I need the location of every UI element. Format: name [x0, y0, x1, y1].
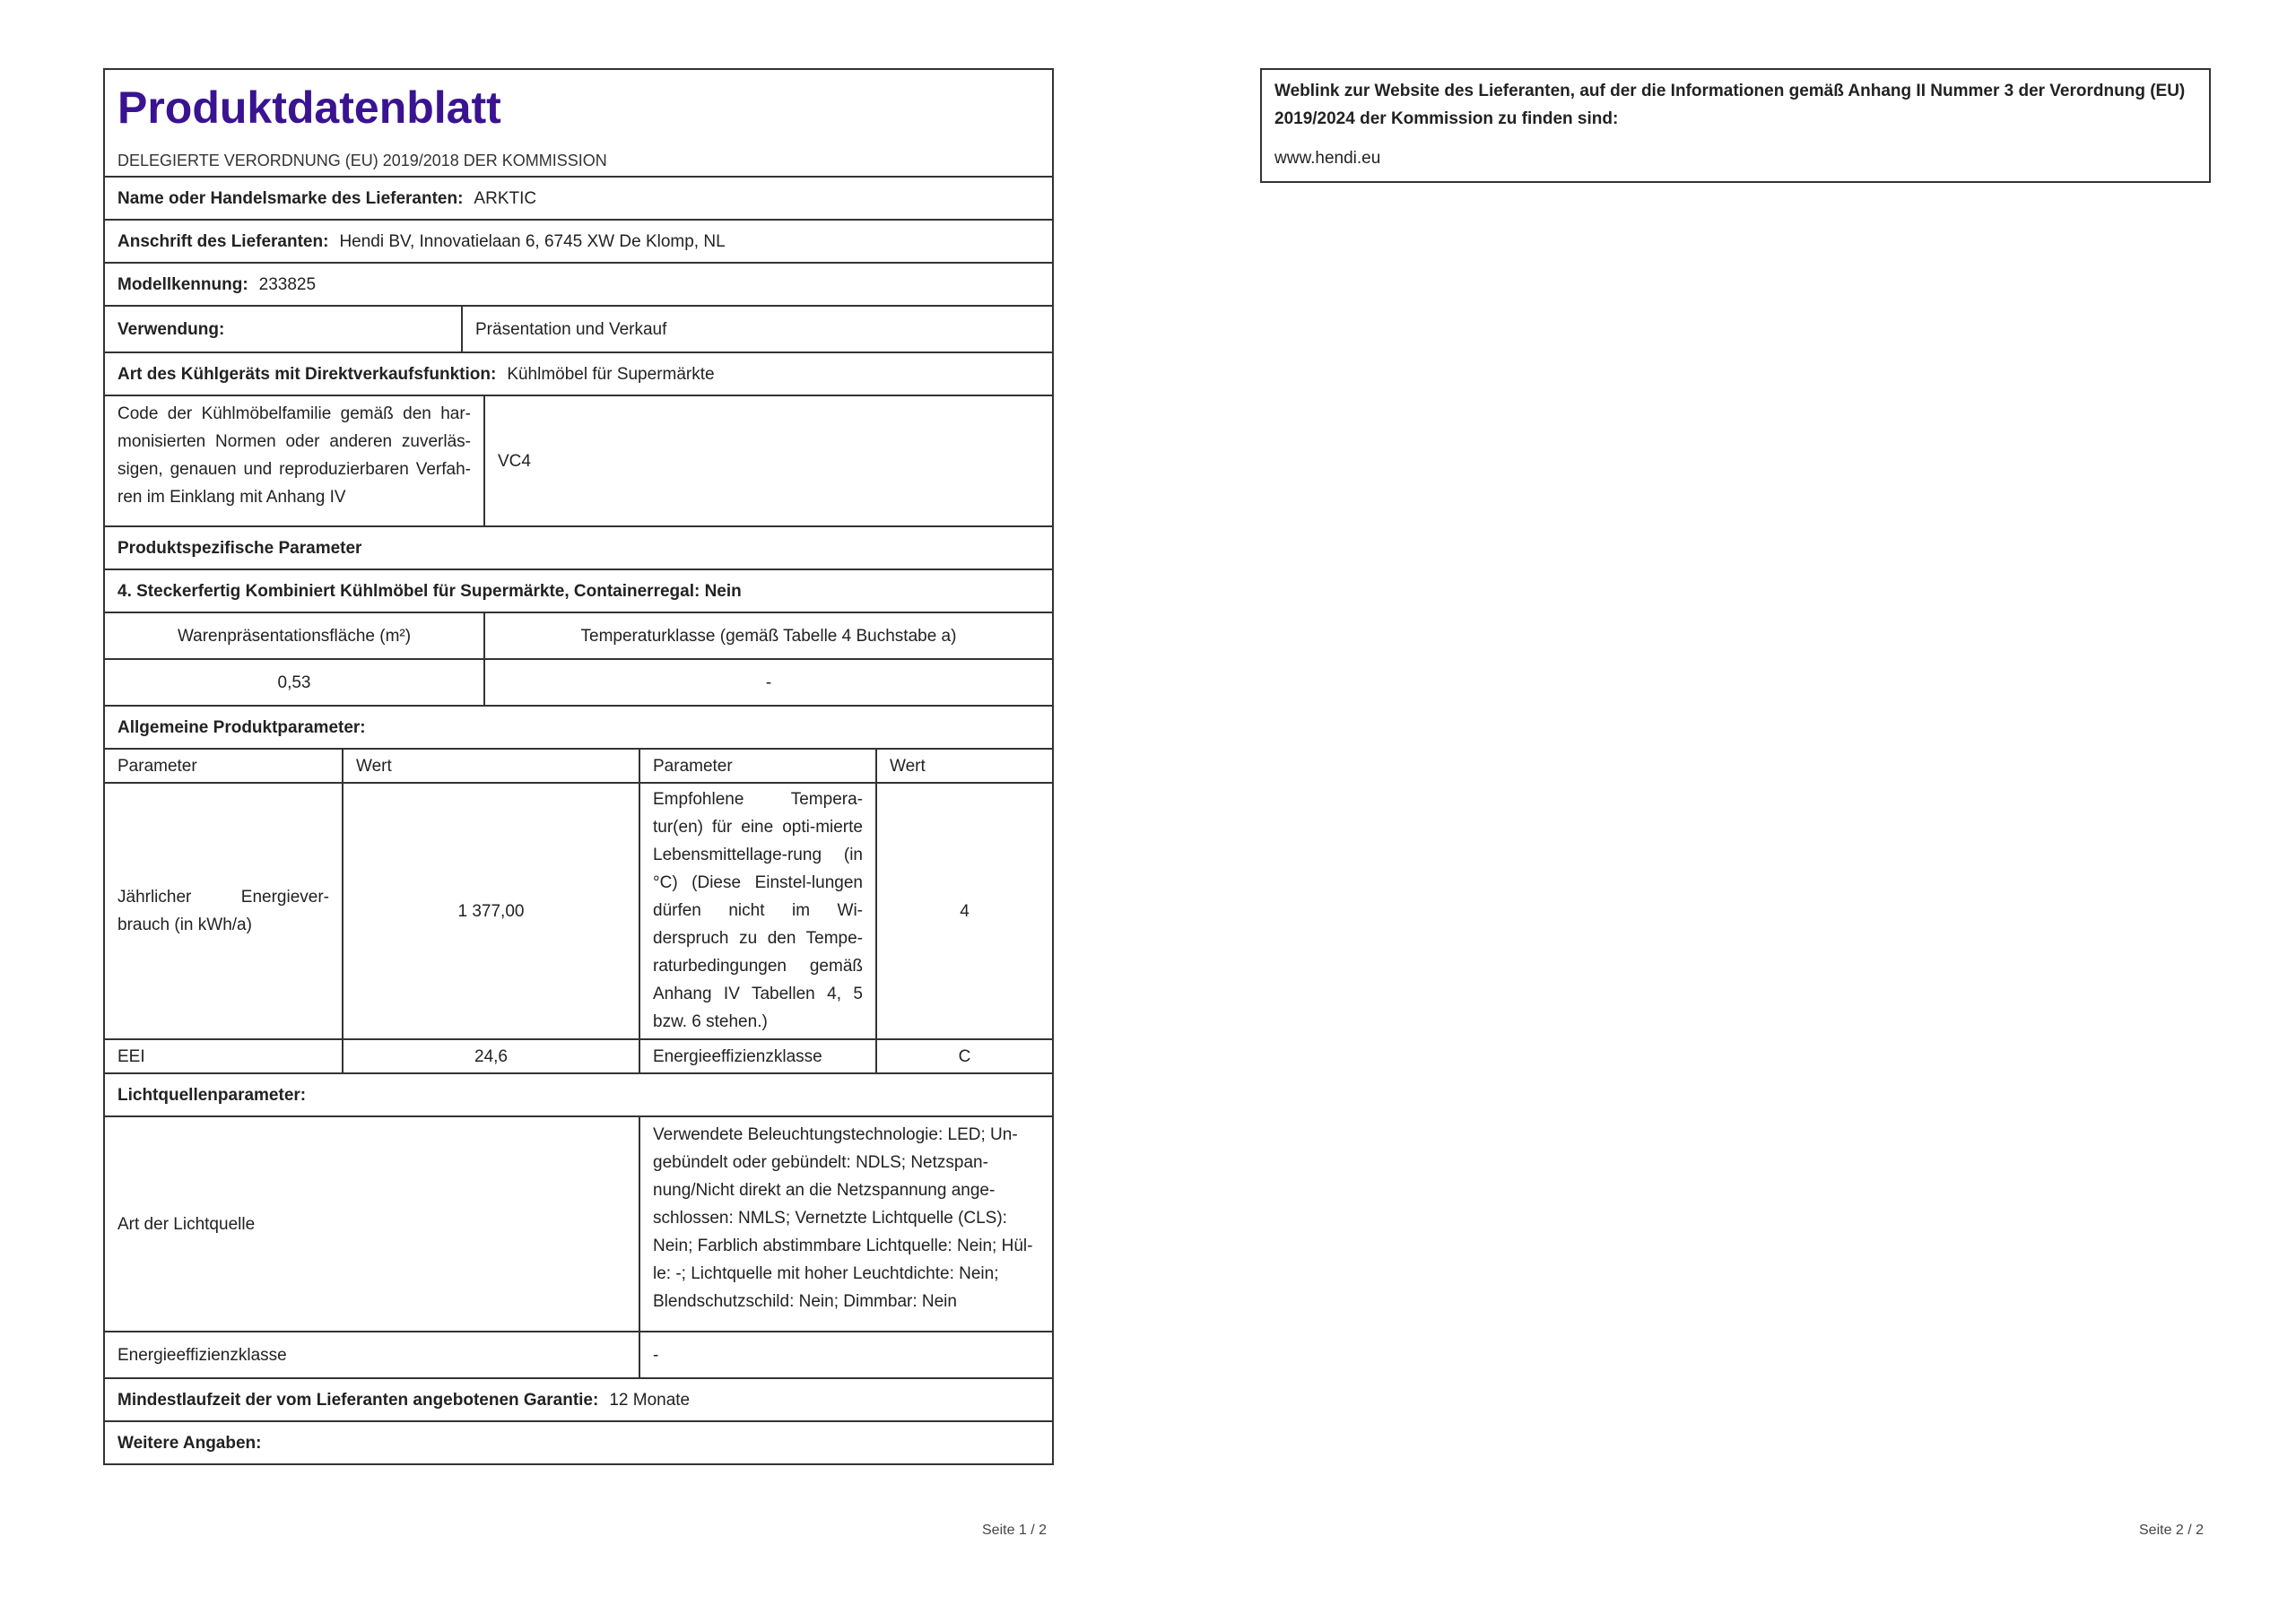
general-params-row-eei — [105, 1038, 1052, 1072]
device-type-label: Art des Kühlgeräts mit Direktverkaufsfunktion: — [117, 364, 497, 384]
specific-params-category: 4. Steckerfertig Kombiniert Kühlmöbel für Supermärkte, Containerregal: Nein — [105, 568, 1052, 612]
specific-params-heading: Produktspezifische Parameter — [105, 525, 1052, 568]
param-header-1: Parameter — [117, 756, 197, 776]
supplier-address-row — [105, 219, 1052, 262]
warranty-label: Mindestlaufzeit der vom Lieferanten angebotenen Garantie: — [117, 1390, 599, 1410]
light-source-type-label: Art der Lichtquelle — [117, 1214, 256, 1234]
further-info-row: Weitere Angaben: — [105, 1420, 1052, 1463]
supplier-address-label: Anschrift des Lieferanten: — [117, 231, 329, 251]
light-params-heading: Lichtquellenparameter: — [105, 1072, 1052, 1115]
page-number-1: Seite 1 / 2 — [982, 1523, 1048, 1538]
general-params-row-energy — [105, 782, 1052, 1038]
annual-energy-value: 1 377,00 — [342, 784, 639, 1038]
param-header-2: Parameter — [639, 750, 875, 782]
value-header-1: Wert — [342, 750, 639, 782]
value-header-2: Wert — [875, 750, 1052, 782]
supplier-name-label: Name oder Handelsmarke des Lieferanten: — [117, 188, 464, 208]
device-type-row — [105, 352, 1052, 395]
temperature-class-header: Temperaturklasse (gemäß Tabelle 4 Buchstabe a) — [483, 613, 1052, 658]
supplier-name-row — [105, 176, 1052, 219]
recommended-temperature-value: 4 — [875, 784, 1052, 1038]
warranty-value: 12 Monate — [609, 1390, 691, 1410]
specific-params-value-row — [105, 658, 1052, 705]
regulation-subtitle: DELEGIERTE VERORDNUNG (EU) 2019/2018 DER KOMMISSION — [117, 152, 607, 169]
supplier-name-value: ARKTIC — [474, 188, 537, 208]
model-row — [105, 262, 1052, 305]
model-value: 233825 — [258, 274, 317, 294]
light-source-type-value: Verwendete Beleuchtungstechnologie: LED; Un-gebündelt oder gebündelt: NDLS; Netzspan-nung/Nicht direkt an die Netzspannung ange-schlossen: NMLS; Vernetzte Lichtquelle (CLS): Nein; Farblich abstimmbare Lichtquelle: Nein; Hül-le: -; Lichtquelle mit hoher Leuchtdichte: Nein; Blendschutzschild: Nein; Dimmbar: Nein — [639, 1117, 1052, 1331]
energy-class-label: Energieeffizienzklasse — [639, 1040, 875, 1072]
weblink-description: Weblink zur Website des Lieferanten, auf der die Informationen gemäß Anhang II Nummer 3 der Verordnung (EU) 2019/2024 der Kommission zu finden sind: — [1274, 82, 2186, 128]
weblink-url[interactable]: www.hendi.eu — [1274, 149, 1381, 168]
display-area-header: Warenpräsentationsfläche (m²) — [177, 626, 412, 646]
light-source-class-value: - — [639, 1332, 1052, 1377]
device-type-value: Kühlmöbel für Supermärkte — [507, 364, 715, 384]
eei-value: 24,6 — [342, 1040, 639, 1072]
display-area-value: 0,53 — [277, 673, 311, 692]
family-code-label: Code der Kühlmöbelfamilie gemäß den har-monisierten Normen oder anderen zuverläs-sigen, genauen und reproduzierbaren Verfah-ren im Einklang mit Anhang IV — [117, 404, 471, 507]
recommended-temperature-label: Empfohlene Tempera-tur(en) für eine opti-mierte Lebensmittellage-rung (in °C) (Diese Einstel-lungen dürfen nicht im Wi-derspruch zu den Tempe-raturbedingungen gemäß Anhang IV Tabellen 4, 5 bzw. 6 stehen.) — [639, 784, 875, 1038]
usage-label: Verwendung: — [117, 319, 225, 339]
annual-energy-label: Jährlicher Energiever-brauch (in kWh/a) — [117, 888, 329, 934]
specific-params-header-row — [105, 612, 1052, 658]
light-source-type-row — [105, 1115, 1052, 1331]
weblink-box — [1260, 68, 2211, 183]
general-params-heading: Allgemeine Produktparameter: — [105, 705, 1052, 748]
supplier-address-value: Hendi BV, Innovatielaan 6, 6745 XW De Klomp, NL — [339, 231, 726, 251]
usage-row — [105, 305, 1052, 352]
light-source-class-label: Energieeffizienzklasse — [117, 1345, 287, 1365]
usage-value: Präsentation und Verkauf — [461, 307, 1052, 352]
product-data-sheet — [103, 68, 1054, 1465]
temperature-class-value: - — [483, 660, 1052, 705]
page-number-2: Seite 2 / 2 — [2139, 1523, 2205, 1538]
page-title: Produktdatenblatt — [117, 82, 501, 133]
title-section — [105, 70, 1052, 176]
model-label: Modellkennung: — [117, 274, 248, 294]
warranty-row — [105, 1377, 1052, 1420]
general-params-header-row — [105, 748, 1052, 782]
eei-label: EEI — [117, 1046, 145, 1066]
family-code-value: VC4 — [483, 396, 1052, 525]
light-source-class-row — [105, 1331, 1052, 1377]
family-code-row — [105, 395, 1052, 525]
energy-class-value: C — [875, 1040, 1052, 1072]
